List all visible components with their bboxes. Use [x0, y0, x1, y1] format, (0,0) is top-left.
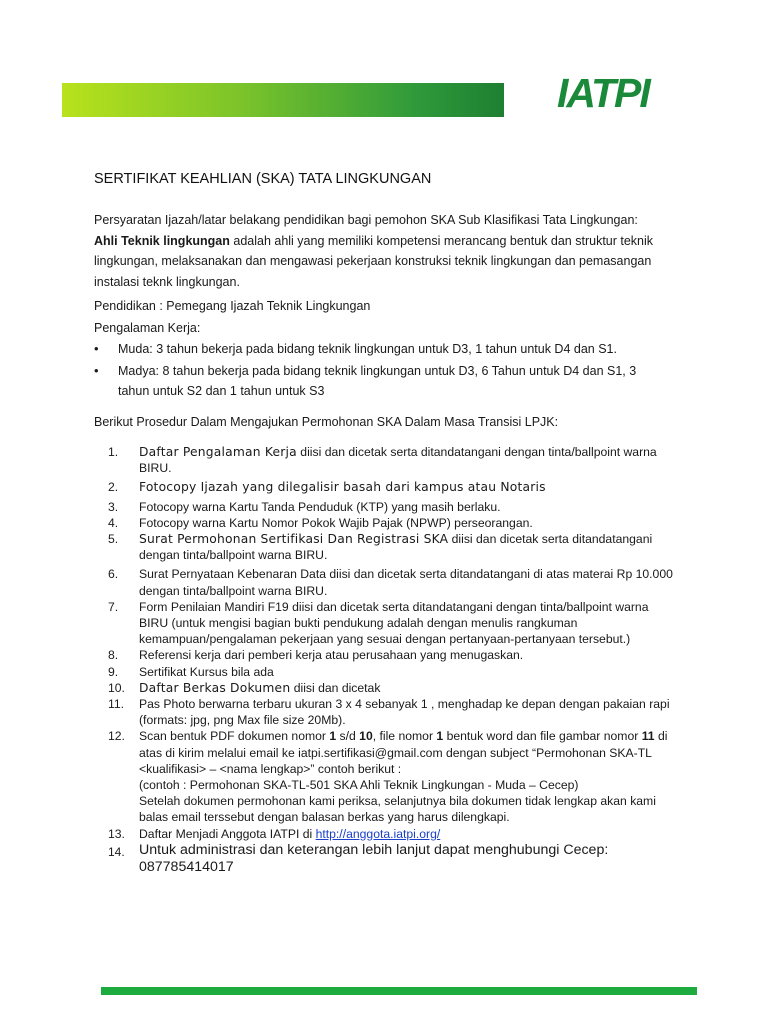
footer-divider	[101, 987, 697, 995]
step-number: 14.	[108, 844, 125, 859]
step-item	[108, 566, 674, 598]
step-bold: 11	[641, 729, 655, 744]
step-number: 6.	[108, 567, 119, 582]
intro-definition	[94, 231, 686, 293]
step-item	[108, 696, 674, 728]
step-number: 1.	[108, 445, 119, 459]
step-number: 10.	[108, 680, 125, 695]
step-text: Scan bentuk PDF dokumen nomor	[139, 729, 330, 744]
step-example: (contoh : Permohonan SKA-TL-501 SKA Ahli Teknik Lingkungan - Muda – Cecep)	[139, 778, 579, 793]
list-item: • Muda: 3 tahun bekerja pada bidang teknik lingkungan untuk D3, 1 tahun untuk D4 dan S1.	[94, 339, 664, 359]
step-text: diisi dan dicetak serta ditandatangani dengan tinta/ballpoint warna BIRU.	[139, 532, 653, 563]
header-banner	[62, 83, 504, 117]
step-item	[108, 599, 674, 648]
pengalaman-label: Pengalaman Kerja:	[94, 321, 201, 335]
step-number: 5.	[108, 532, 119, 547]
step-text: Daftar Menjadi Anggota IATPI di	[139, 826, 316, 841]
step-text: Sertifikat Kursus bila ada	[139, 664, 274, 679]
step-text: Fotocopy warna Kartu Nomor Pokok Wajib Pajak (NPWP) perseorangan.	[139, 515, 533, 530]
step-number: 12.	[108, 729, 125, 744]
step-text: Untuk administrasi dan keterangan lebih lanjut dapat menghubungi Cecep: 087785414017	[139, 841, 609, 875]
step-item	[108, 680, 674, 696]
step-item	[108, 664, 674, 680]
step-text: Fotocopy warna Kartu Tanda Penduduk (KTP) yang masih berlaku.	[139, 499, 501, 514]
step-item	[108, 499, 674, 515]
step-item	[108, 826, 674, 842]
prosedur-steps	[108, 444, 674, 876]
step-note: Setelah dokumen permohonan kami periksa, selanjutnya bila dokumen tidak lengkap akan kami balas email terssebut dengan balasan berkas yang harus dilengkapi.	[139, 794, 656, 825]
step-text: Form Penilaian Mandiri F19 diisi dan dicetak serta ditandatangani dengan tinta/ballpoint warna BIRU (untuk mengisi bagian bukti pendukung adalah dengan menulis rangkuman kemampuan/pengalaman pekerjaan yang sesuai dengan pertanyaan-pertanyaan tersebut.)	[139, 599, 649, 647]
step-item	[108, 479, 674, 495]
definition-text: adalah ahli yang memiliki kompetensi merancang bentuk dan struktur teknik lingkungan, melaksanakan dan mengawasi pekerjaan konstruksi teknik lingkungan dan pemasangan instalasi teknk lingkungan.	[94, 233, 654, 289]
step-heading: Daftar Pengalaman Kerja	[139, 445, 297, 459]
step-text: Pas Photo berwarna terbaru ukuran 3 x 4 sebanyak 1 , menghadap ke depan dengan pakaian rapi (formats: jpg, png Max file size 20Mb).	[139, 697, 670, 728]
step-text: , file nomor	[372, 729, 437, 744]
step-number: 2.	[108, 480, 119, 495]
step-text: di atas di kirim melalui email ke iatpi.sertifikasi@gmail.com dengan subject “Permohonan SKA-TL <kualifikasi> – <nama lengkap>” contoh berikut :	[139, 729, 668, 776]
step-number: 13.	[108, 826, 125, 841]
page-title: SERTIFIKAT KEAHLIAN (SKA) TATA LINGKUNGAN	[94, 171, 432, 187]
step-heading: Daftar Berkas Dokumen	[139, 680, 291, 695]
step-item	[108, 647, 674, 663]
step-number: 3.	[108, 499, 119, 514]
step-bold: 1	[436, 729, 444, 744]
step-bold: 10	[359, 729, 373, 744]
intro-paragraph	[94, 210, 686, 292]
step-item	[108, 842, 674, 876]
step-text: diisi dan dicetak	[290, 680, 381, 695]
step-number: 8.	[108, 648, 119, 663]
pengalaman-list	[94, 339, 664, 403]
step-number: 9.	[108, 664, 119, 679]
step-heading: Fotocopy Ijazah yang dilegalisir basah dari kampus atau Notaris	[139, 480, 546, 495]
step-text: Surat Pernyataan Kebenaran Data diisi dan dicetak serta ditandatangani di atas materai Rp 10.000 dengan tinta/ballpoint warna BIRU.	[139, 567, 673, 598]
step-text: Referensi kerja dari pemberi kerja atau perusahaan yang menugaskan.	[139, 648, 524, 663]
step-text: bentuk word dan file gambar nomor	[443, 729, 642, 744]
step-number: 7.	[108, 599, 119, 614]
step-bold: 1	[329, 729, 337, 744]
intro-line: Persyaratan Ijazah/latar belakang pendidikan bagi pemohon SKA Sub Klasifikasi Tata Lingkungan:	[94, 213, 638, 227]
step-heading: Surat Permohonan Sertifikasi Dan Registrasi SKA	[139, 532, 449, 547]
step-number: 11.	[108, 697, 125, 712]
iatpi-logo: IATPI	[557, 70, 649, 116]
step-item	[108, 531, 674, 563]
step-text: diisi dan dicetak serta ditandatangani dengan tinta/ballpoint warna BIRU.	[139, 445, 657, 476]
anggota-link[interactable]: http://anggota.iatpi.org/	[315, 826, 441, 841]
step-text: s/d	[336, 729, 360, 744]
step-item	[108, 515, 674, 531]
list-item: • Madya: 8 tahun bekerja pada bidang teknik lingkungan untuk D3, 6 Tahun untuk D4 dan S1, 3 tahun untuk S2 dan 1 tahun untuk S3	[94, 361, 664, 401]
step-item	[108, 728, 674, 825]
step-item	[108, 444, 674, 476]
pendidikan-line: Pendidikan : Pemegang Ijazah Teknik Lingkungan	[94, 299, 371, 313]
step-number: 4.	[108, 515, 119, 530]
prosedur-intro: Berikut Prosedur Dalam Mengajukan Permohonan SKA Dalam Masa Transisi LPJK:	[94, 415, 559, 429]
definition-term: Ahli Teknik lingkungan	[94, 233, 230, 248]
